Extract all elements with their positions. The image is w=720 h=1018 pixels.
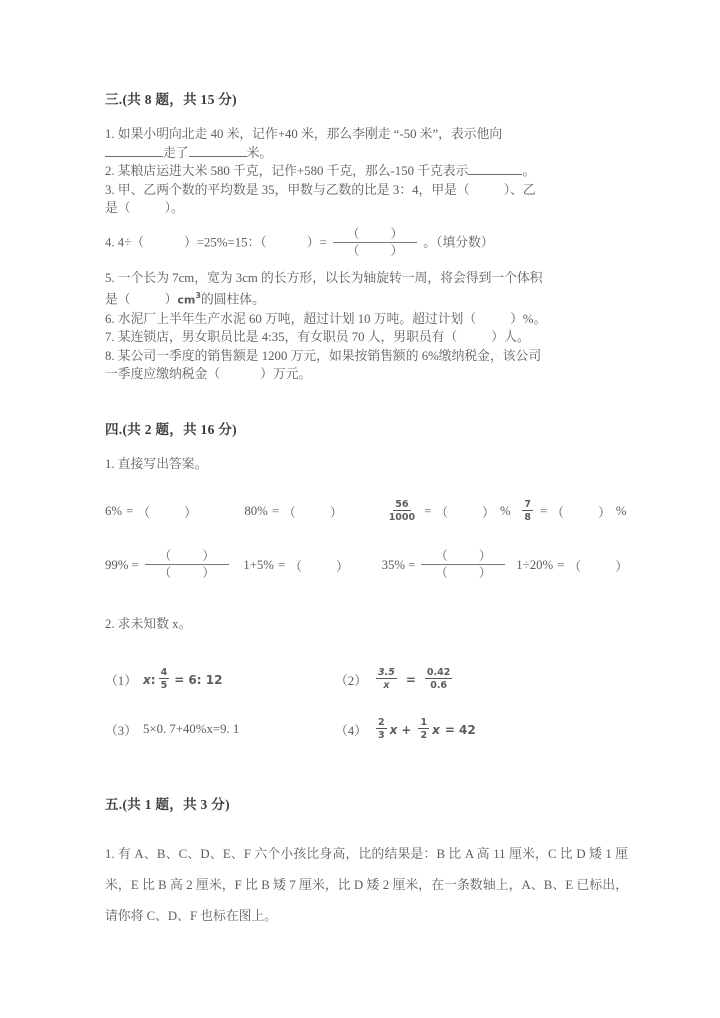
question-3-5-d: 的圆柱体。	[200, 292, 265, 307]
question-3-2-text: 2. 某粮店运进大米 580 千克，记作+580 千克，那么-150 千克表示	[105, 164, 469, 178]
question-3-3-c: 是（	[105, 201, 131, 215]
question-3-1-end: 米。	[246, 145, 273, 160]
equation-label: （1）	[105, 674, 137, 689]
question-3-8-c: ）万元。	[260, 367, 312, 382]
paren-close: ）	[598, 506, 611, 521]
question-3-7-text: 7. 某连锁店，男女职员比是 4:35，有女职员 70 人，男职员有（	[105, 330, 458, 345]
fraction-denominator: x	[383, 679, 390, 691]
question-3-4	[105, 228, 628, 259]
paren-close: ）	[329, 506, 343, 521]
paren-open: （	[551, 506, 565, 521]
question-3-1-mid: 走了	[163, 145, 189, 160]
fraction	[418, 717, 429, 741]
question-3-4-a: 4. 4÷（	[105, 234, 145, 249]
equals-sign: =	[540, 504, 548, 519]
equation-row-1	[105, 668, 628, 692]
fraction-numerator: 1	[420, 716, 428, 728]
answer-item	[384, 500, 520, 524]
answer-blank[interactable]	[189, 156, 247, 157]
answers-row-1	[105, 500, 628, 524]
question-4-2-title: 2. 求未知数 x。	[105, 616, 192, 631]
fraction-numerator: （ ）	[421, 549, 505, 565]
question-3-7	[105, 328, 628, 347]
answer-fraction-blank[interactable]	[333, 227, 417, 258]
question-3-6	[105, 310, 628, 329]
question-3-4-b: ）=25%=15：（	[184, 234, 267, 249]
answer-lhs: 6%	[105, 504, 123, 519]
plus-sign: +	[401, 722, 412, 737]
percent-suffix: %	[499, 504, 511, 519]
question-3-3-text: 3. 甲、乙两个数的平均数是 35，甲数与乙数的比是 3：4，甲是（	[105, 182, 470, 197]
equals-sign: =	[405, 672, 416, 687]
paren-open: （	[137, 506, 151, 521]
answer-item	[243, 556, 381, 575]
variable-x: x	[389, 722, 398, 737]
answer-lhs: 99%	[105, 557, 129, 572]
fraction-denominator: 8	[524, 511, 532, 523]
fraction	[159, 667, 170, 691]
equals-sign: =	[271, 504, 280, 519]
answer-lhs: 1+5%	[243, 557, 274, 572]
fraction-denominator: 5	[160, 679, 168, 691]
fraction-denominator: （ ）	[346, 243, 418, 258]
equation-2	[335, 668, 585, 692]
answer-fraction-blank[interactable]	[421, 549, 505, 580]
fraction-numerator: 2	[378, 716, 385, 728]
answers-row-2	[105, 550, 628, 581]
fraction-denominator: 2	[420, 729, 428, 741]
paren-open: （	[435, 506, 449, 521]
question-5-1: 1. 有 A、B、C、D、E、F 六个小孩比身高，比的结果是：B 比 A 高 11 厘米，C 比 D 矮 1 厘米，E 比 B 高 2 厘米，F 比 B 矮 7 厘米，比 D 矮 2 厘米，在一条数轴上，A、B、E 已标出，请你将 C、D、F 也标在图上。	[105, 846, 628, 923]
question-3-1	[105, 125, 628, 162]
question-3-5	[105, 269, 628, 310]
paren-close: ）	[482, 506, 495, 521]
variable-x: x	[143, 672, 151, 687]
equation-1	[105, 668, 335, 692]
question-3-4-c: ）=	[306, 234, 327, 249]
section-5-heading: 五.(共 1 题，共 3 分)	[105, 796, 230, 812]
equation-row-2	[105, 718, 628, 742]
equals-sign: =	[131, 557, 139, 572]
question-3-2-end: 。	[522, 164, 536, 178]
fraction-numerator: 3.5	[378, 666, 395, 678]
question-3-8	[105, 347, 628, 384]
paren-open: （	[568, 559, 582, 574]
fraction	[425, 667, 452, 691]
fraction-numerator: （ ）	[333, 227, 417, 243]
paren-close: ）	[615, 559, 628, 574]
question-3-3	[105, 181, 628, 218]
answer-blank[interactable]	[105, 156, 163, 157]
question-3-3-d: ）。	[164, 201, 184, 215]
fraction-numerator: （ ）	[145, 549, 229, 565]
paren-open: （	[289, 559, 302, 574]
fraction-numerator: 4	[160, 666, 168, 678]
equals-sign: =	[557, 557, 565, 572]
answer-fraction-blank[interactable]	[145, 549, 229, 580]
paren-open: （	[283, 506, 296, 521]
equation-label: （4）	[335, 724, 367, 739]
percent-suffix: %	[615, 504, 627, 519]
question-3-3-b: ）、乙	[503, 182, 536, 197]
fraction-denominator: 0.6	[430, 679, 448, 691]
fraction-denominator: 1000	[388, 511, 416, 523]
question-4-1-title: 1. 直接写出答案。	[105, 456, 208, 471]
answer-lhs: 80%	[244, 504, 268, 519]
section-4-heading: 四.(共 2 题，共 16 分)	[105, 421, 237, 437]
fraction-denominator: （ ）	[435, 565, 506, 580]
equation-expression: 5×0. 7+40%x=9. 1	[143, 722, 240, 737]
question-3-8-a: 8. 某公司一季度的销售额是 1200 万元，如果按销售额的 6%缴纳税金，该公司	[105, 348, 542, 363]
fraction	[522, 499, 533, 523]
question-3-2	[105, 162, 628, 181]
answer-item	[244, 502, 383, 521]
equals-sign: =	[408, 557, 416, 572]
fraction	[376, 717, 387, 741]
question-3-4-d: 。（填分数）	[423, 234, 494, 249]
question-3-5-paren: ）	[164, 292, 178, 307]
equals-sign: =	[424, 504, 432, 519]
question-3-8-b: 一季度应缴纳税金（	[105, 367, 221, 382]
equation-rest: = 6: 12	[174, 672, 223, 687]
question-3-1-text: 1. 如果小明向北走 40 米，记作+40 米，那么李刚走 “-50 米”，表示他向	[105, 127, 503, 141]
equation-label: （3）	[105, 724, 137, 739]
equation-tail: = 42	[444, 722, 476, 737]
answer-item	[519, 500, 628, 524]
question-3-5-b: 是（	[105, 292, 131, 307]
equals-sign: =	[126, 504, 134, 519]
answer-item	[382, 550, 517, 581]
answer-item	[105, 550, 243, 581]
answer-lhs: 35%	[381, 557, 406, 572]
fraction-denominator: 3	[378, 729, 385, 741]
section-3-heading: 三.(共 8 题，共 15 分)	[105, 92, 237, 107]
fraction-denominator: （ ）	[158, 565, 229, 580]
fraction-numerator: 0.42	[426, 666, 451, 678]
question-3-7-end: ）人。	[491, 330, 530, 345]
variable-x: x	[432, 722, 440, 737]
answer-blank[interactable]	[468, 174, 522, 175]
fraction	[376, 667, 397, 691]
question-3-6-text: 6. 水泥厂上半年生产水泥 60 万吨，超过计划 10 万吨。超过计划（	[105, 311, 477, 326]
equation-label: （2）	[335, 674, 367, 689]
paren-close: ）	[336, 559, 349, 574]
fraction-numerator: 56	[395, 498, 409, 510]
ratio-colon: :	[150, 672, 156, 687]
equals-sign: =	[277, 557, 286, 572]
answer-item	[516, 556, 628, 575]
equation-3	[105, 720, 335, 739]
answer-item	[105, 502, 244, 521]
paren-close: ）	[184, 506, 197, 521]
unit-cm: cm	[177, 293, 196, 307]
equation-4	[335, 718, 585, 742]
unit-exponent: 3	[195, 291, 201, 300]
question-3-5-a: 5. 一个长为 7cm，宽为 3cm 的长方形，以长为轴旋转一周，将会得到一个体积	[105, 270, 543, 285]
question-3-6-end: ）%。	[510, 311, 547, 326]
answer-lhs: 1÷20%	[516, 557, 554, 572]
fraction-numerator: 7	[524, 498, 532, 510]
fraction	[387, 499, 417, 523]
